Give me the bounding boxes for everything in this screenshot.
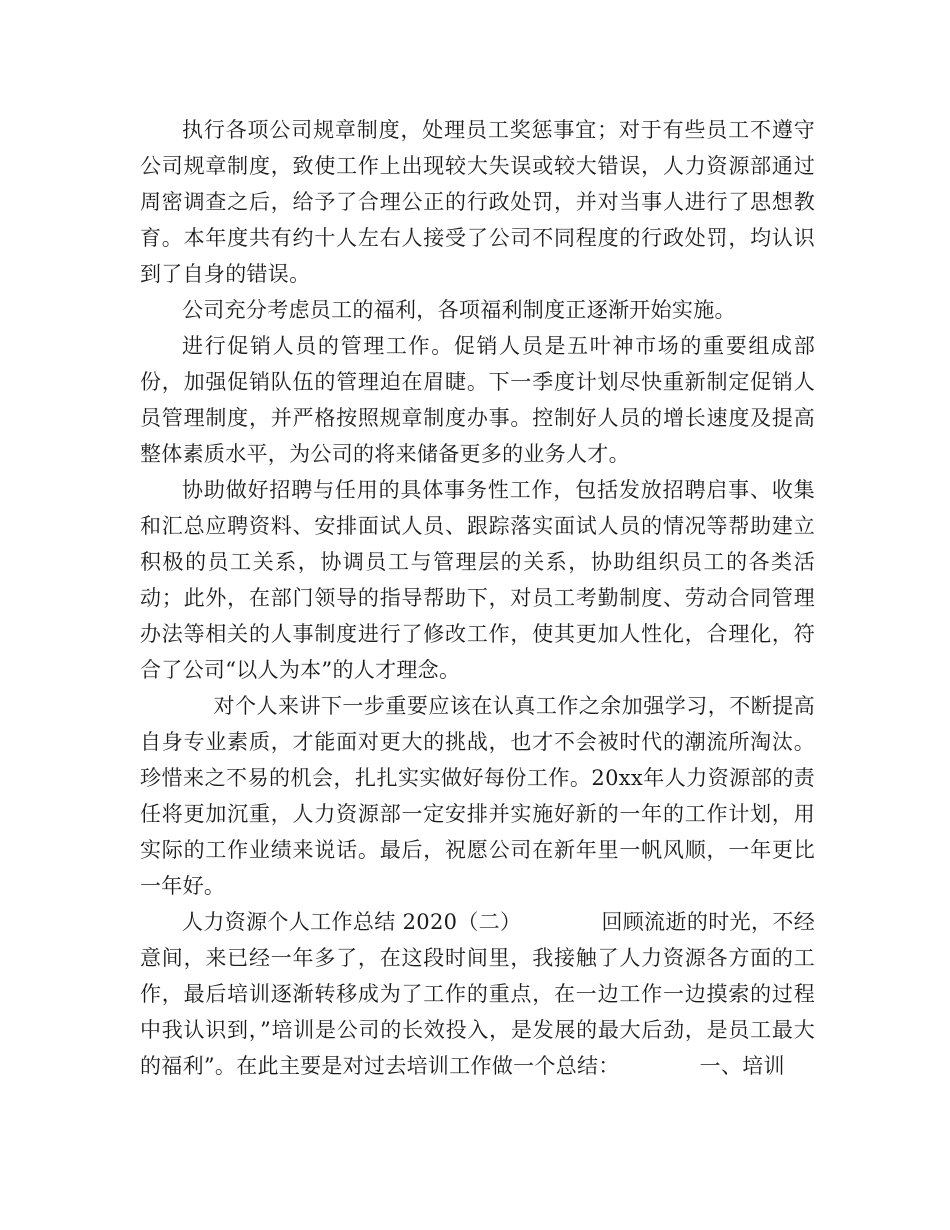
paragraph-personal-outlook: 对个人来讲下一步重要应该在认真工作之余加强学习，不断提高自身专业素质，才能面对更大的挑战，也才不会被时代的潮流所淘汰。珍惜来之不易的机会，扎扎实实做好每份工作。20xx年人力资源部的责任将更加沉重，人力资源部一定安排并实施好新的一年的工作计划，用实际的工作业绩来说话。最后，祝愿公司在新年里一帆风顺，一年更比一年好。	[140, 694, 815, 898]
paragraph-promotion-staff: 进行促销人员的管理工作。促销人员是五叶神市场的重要组成部份，加强促销队伍的管理迫在眉睫。下一季度计划尽快重新制定促销人员管理制度，并严格按照规章制度办事。控制好人员的增长速度及提高整体素质水平，为公司的将来储备更多的业务人才。	[140, 334, 815, 466]
paragraph-discipline: 执行各项公司规章制度，处理员工奖惩事宜；对于有些员工不遵守公司规章制度，致使工作上出现较大失误或较大错误，人力资源部通过周密调查之后，给予了合理公正的行政处罚，并对当事人进行了思想教育。本年度共有约十人左右人接受了公司不同程度的行政处罚，均认识到了自身的错误。	[140, 118, 815, 286]
section-title: 人力资源个人工作总结 2020（二）	[182, 910, 522, 934]
document-body	[140, 112, 815, 1084]
section-next-heading: 一、培训	[699, 1054, 785, 1078]
paragraph-recruitment: 协助做好招聘与任用的具体事务性工作，包括发放招聘启事、收集和汇总应聘资料、安排面试人员、跟踪落实面试人员的情况等帮助建立积极的员工关系，协调员工与管理层的关系，协助组织员工的各类活动；此外，在部门领导的指导帮助下，对员工考勤制度、劳动合同管理办法等相关的人事制度进行了修改工作，使其更加人性化，合理化，符合了公司“以人为本”的人才理念。	[140, 478, 815, 682]
paragraph-summary-two	[140, 904, 815, 1084]
section-intro-text: 回顾流逝的时光，不经意间，来已经一年多了，在这段时间里，我接触了人力资源各方面的工作，最后培训逐渐转移成为了工作的重点，在一边工作一边摸索的过程中我认识到，”培训是公司的长效投入，是发展的最大后劲，是员工最大的福利”。在此主要是对过去培训工作做一个总结：	[140, 910, 815, 1078]
paragraph-welfare: 公司充分考虑员工的福利，各项福利制度正逐渐开始实施。	[182, 298, 736, 322]
